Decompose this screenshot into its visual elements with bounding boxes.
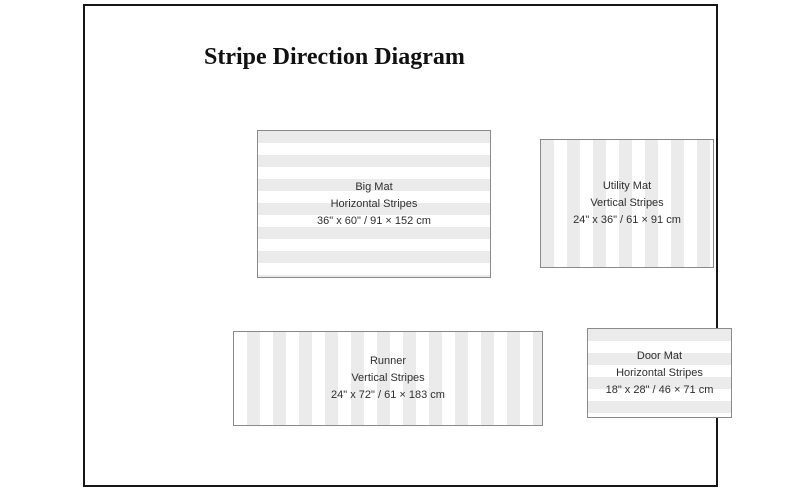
mat-stripe-direction-label: Vertical Stripes	[590, 197, 664, 209]
mat-name-label: Runner	[369, 355, 407, 367]
mat-name-label: Utility Mat	[602, 180, 652, 192]
mat-runner	[233, 331, 543, 426]
diagram-frame	[83, 4, 718, 487]
mat-dimensions-label: 36" x 60" / 91 × 152 cm	[317, 214, 431, 227]
page-title: Stripe Direction Diagram	[204, 44, 465, 71]
mat-stripe-direction-label: Vertical Stripes	[351, 372, 425, 384]
mat-dimensions-label: 24" x 36" / 61 × 91 cm	[573, 214, 681, 226]
mat-door-mat	[587, 328, 732, 418]
mat-dimensions-label: 18" x 28" / 46 × 71 cm	[605, 383, 714, 396]
mat-big-mat	[257, 130, 491, 278]
mat-utility-mat	[540, 139, 714, 268]
mat-stripe-direction-label: Horizontal Stripes	[330, 197, 418, 210]
mat-stripe-direction-label: Horizontal Stripes	[616, 366, 703, 379]
mat-name-label: Door Mat	[636, 349, 683, 362]
mat-dimensions-label: 24" x 72" / 61 × 183 cm	[331, 389, 445, 401]
mat-name-label: Big Mat	[355, 180, 393, 193]
